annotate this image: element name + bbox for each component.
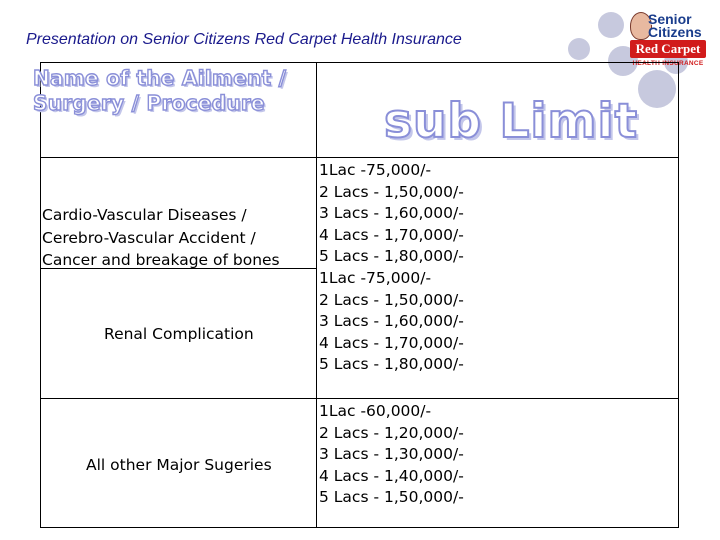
table-row-ailment <box>104 323 254 345</box>
logo-line1: Senior <box>648 11 692 27</box>
table-row-ailment <box>42 204 280 272</box>
limit-value: 2 Lacs - 1,50,000/- <box>319 290 464 309</box>
ailment-line: Cardio-Vascular Diseases / <box>42 206 247 224</box>
logo-line2: Citizens <box>648 24 702 40</box>
table-row-ailment <box>86 454 272 476</box>
table-column-divider <box>316 62 317 528</box>
limit-value: 3 Lacs - 1,60,000/- <box>319 204 464 223</box>
limit-value: 3 Lacs - 1,60,000/- <box>319 312 464 331</box>
table-row-limits <box>319 401 464 509</box>
presentation-subtitle: Presentation on Senior Citizens Red Carpet Health Insurance <box>26 31 462 48</box>
table-row-limits <box>319 160 464 376</box>
ailment-line: Cerebro-Vascular Accident / <box>42 228 256 247</box>
sub-limit-column-heading: sub Limit <box>384 94 639 149</box>
logo-text <box>648 13 702 39</box>
limit-value: 1Lac -75,000/- <box>319 268 432 287</box>
logo-brand: Red Carpet <box>630 40 706 58</box>
limit-value: 4 Lacs - 1,70,000/- <box>319 225 464 244</box>
table-row-divider <box>40 398 679 399</box>
table-row-divider <box>40 157 679 158</box>
ailment-column-heading: Name of the Ailment / Surgery / Procedure <box>33 66 287 115</box>
limit-value: 2 Lacs - 1,20,000/- <box>319 423 464 442</box>
limit-value: 2 Lacs - 1,50,000/- <box>319 182 464 201</box>
limit-value: 1Lac -75,000/- <box>319 161 432 179</box>
ailment-line: Cancer and breakage of bones <box>42 251 280 269</box>
limit-value: 5 Lacs - 1,50,000/- <box>319 488 464 507</box>
ailment-line: Renal Complication <box>104 325 254 343</box>
limit-value: 5 Lacs - 1,80,000/- <box>319 355 464 374</box>
logo-tagline: HEALTH INSURANCE <box>632 60 704 67</box>
limit-value: 3 Lacs - 1,30,000/- <box>319 445 464 464</box>
limit-value: 4 Lacs - 1,70,000/- <box>319 333 464 352</box>
limit-value: 4 Lacs - 1,40,000/- <box>319 466 464 485</box>
ailment-line: All other Major Sugeries <box>86 456 272 474</box>
limit-value: 1Lac -60,000/- <box>319 402 432 420</box>
limit-value: 5 Lacs - 1,80,000/- <box>319 247 464 266</box>
